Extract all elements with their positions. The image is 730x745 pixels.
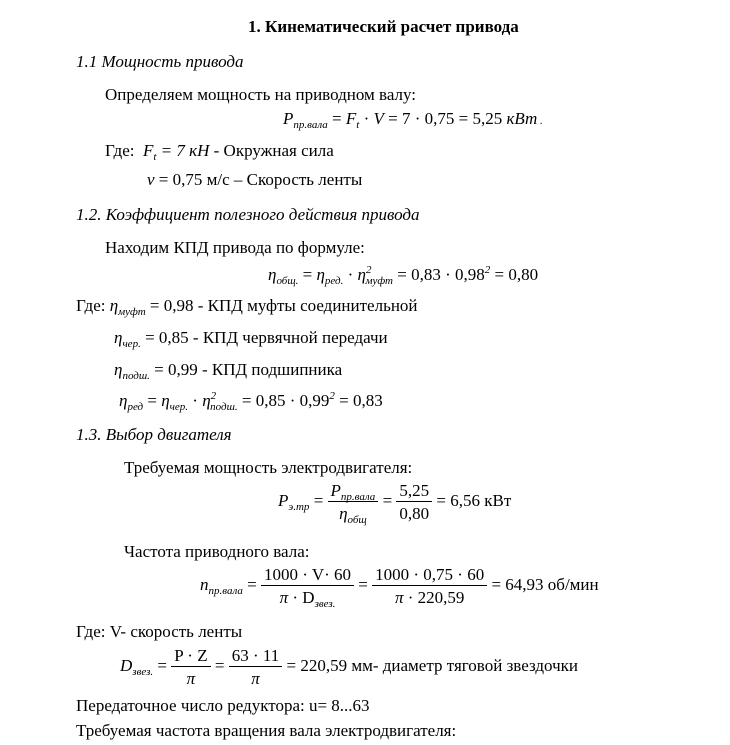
- efficiency-intro: Находим КПД привода по формуле:: [105, 238, 365, 257]
- section-1-3-heading: 1.3. Выбор двигателя: [76, 425, 232, 444]
- power-formula: $P_{пр.вала} = F_t \cdot V = 7 \cdot 0,75 = 5,25$ кВт .: [283, 109, 543, 131]
- gear-ratio-line: Передаточное число редуктора: u= 8...63: [76, 696, 370, 715]
- reducer-efficiency-formula: $\eta_{ред} = \eta_{чер.} \cdot \eta^2_{подш.} = 0,85 \cdot 0,99^2 = 0,83$: [119, 390, 383, 413]
- shaft-frequency-intro: Частота приводного вала:: [124, 542, 310, 561]
- worm-efficiency-line: $\eta_{чер.} = 0,85$ - КПД червячной передачи: [114, 328, 388, 350]
- section-1-1-heading: 1.1 Мощность привода: [76, 52, 244, 71]
- belt-speed-note: Где: V- скорость ленты: [76, 622, 243, 641]
- speed-line: v = 0,75 м/с – Скорость ленты: [147, 170, 363, 189]
- bearing-efficiency-line: $\eta_{подш.} = 0,99$ - КПД подшипника: [114, 360, 343, 382]
- coupling-efficiency-line: Где: $\eta_{муфт} = 0,98$ - КПД муфты соединительной: [76, 296, 418, 318]
- required-motor-frequency-line: Требуемая частота вращения вала электродвигателя:: [76, 721, 457, 740]
- shaft-frequency-formula: $n_{пр.вала}$ = $\frac{1000 \cdot V\cdot 60}{\pi \cdot D_{звез.}}$ = $\frac{1000 \cdot 0,75 \cdot 60}{\pi \cdot 220,59}$ = 64,93 об/мин: [200, 565, 599, 610]
- section-1-2-heading: 1.2. Коэффициент полезного действия привода: [76, 205, 420, 224]
- required-power-intro: Требуемая мощность электродвигателя:: [124, 458, 413, 477]
- power-intro: Определяем мощность на приводном валу:: [105, 85, 417, 104]
- force-line: Где: $F_t = 7$ кН - Окружная сила: [105, 141, 334, 163]
- sprocket-diameter-formula: $D_{звез.}$ = $\frac{P \cdot Z}{\pi}$ = $\frac{63 \cdot 11}{\pi}$ = 220,59 мм- диаметр тяговой звездочки: [120, 646, 578, 688]
- efficiency-formula: $\eta_{общ.} = \eta_{ред.} \cdot \eta^2_{муфт} = 0,83 \cdot 0,98^2 = 0,80$: [268, 264, 539, 287]
- required-power-formula: $P_{э.тр}$ = $\frac{P_{пр.вала}}{\eta_{общ}}$ = $\frac{5,25}{0,80}$ = 6,56 кВт: [278, 481, 512, 526]
- page-title: 1. Кинематический расчет привода: [248, 17, 519, 36]
